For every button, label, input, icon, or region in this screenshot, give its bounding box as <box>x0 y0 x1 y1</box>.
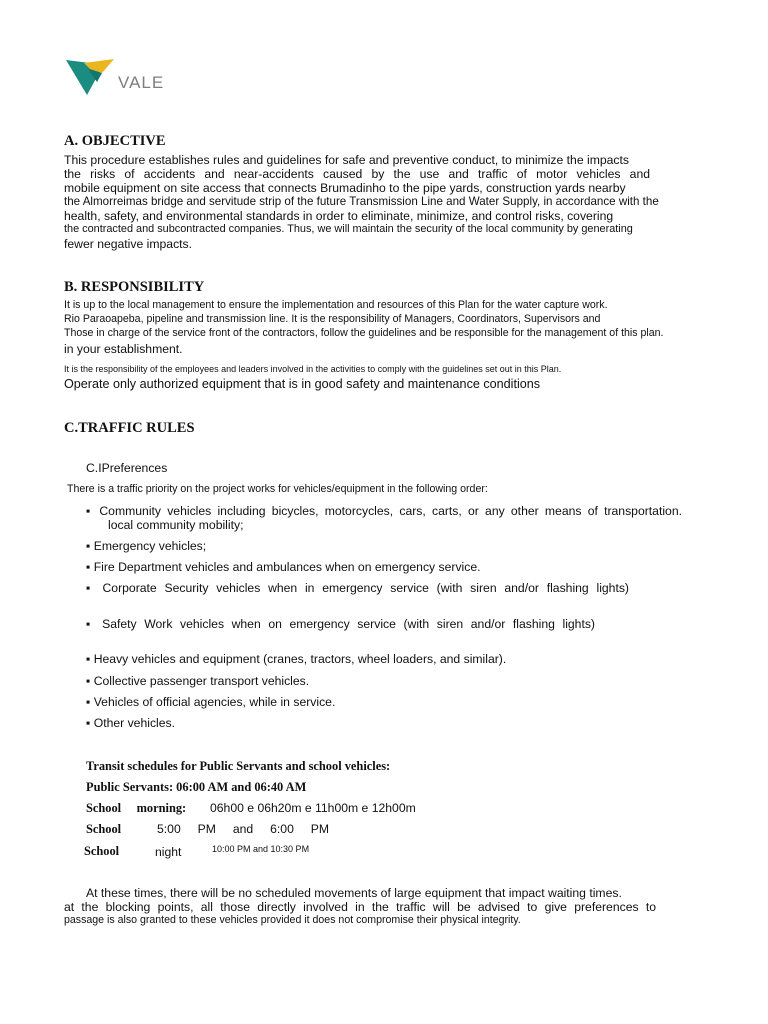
section-b-line: Operate only authorized equipment that is in good safety and maintenance conditions <box>64 377 541 391</box>
list-item: ▪ Emergency vehicles; <box>86 539 207 553</box>
section-c-heading: C.TRAFFIC RULES <box>64 420 195 436</box>
section-a-line: This procedure establishes rules and guidelines for safe and preventive conduct, to minimize the impacts <box>64 153 629 167</box>
vale-logo-mark <box>66 57 116 97</box>
list-item: ▪ Other vehicles. <box>86 716 176 730</box>
section-b-line: It is the responsibility of the employees and leaders involved in the activities to comply with the guidelines set out in this Plan. <box>64 364 562 374</box>
section-a-line: the Almorreimas bridge and servitude strip of the future Transmission Line and Water Supply, in accordance with the <box>64 195 659 208</box>
schedule-title: Transit schedules for Public Servants and school vehicles: <box>86 759 391 773</box>
schedule-morning-times: 06h00 e 06h20m e 11h00m e 12h00m <box>210 801 416 815</box>
section-a-heading: A. OBJECTIVE <box>64 133 166 149</box>
closing-line: passage is also granted to these vehicles provided it does not compromise their physical integrity. <box>64 914 521 926</box>
section-a-line: mobile equipment on site access that connects Brumadinho to the pipe yards, construction yards nearby <box>64 181 626 195</box>
closing-line: At these times, there will be no scheduled movements of large equipment that impact waiting times. <box>86 886 622 900</box>
list-item: ▪ Community vehicles including bicycles, motorcycles, cars, carts, or any other means of transportation. <box>86 504 682 518</box>
schedule-afternoon-label: School <box>86 822 122 836</box>
section-b-heading: B. RESPONSIBILITY <box>64 279 205 295</box>
vale-logo <box>66 57 176 99</box>
section-a-line: fewer negative impacts. <box>64 237 193 251</box>
schedule-night-word: night <box>155 845 182 859</box>
schedule-morning-label: School morning: <box>86 801 187 815</box>
list-item: ▪ Safety Work vehicles when on emergency service (with siren and/or flashing lights) <box>86 617 595 631</box>
section-c-subheading: C.IPreferences <box>86 461 168 475</box>
section-a-line: the contracted and subcontracted companies. Thus, we will maintain the security of the local community by generating <box>64 223 633 235</box>
schedule-afternoon-times: 5:00 PM and 6:00 PM <box>157 822 330 836</box>
vale-logo-text: VALE <box>118 73 165 92</box>
schedule-night-label: School <box>84 844 120 858</box>
list-item: ▪ Collective passenger transport vehicles. <box>86 674 310 688</box>
section-a-line: the risks of accidents and near-accidents caused by the use and traffic of motor vehicles and <box>64 167 650 181</box>
list-item-continuation: local community mobility; <box>108 518 244 532</box>
schedule-night-times: 10:00 PM and 10:30 PM <box>212 844 310 854</box>
list-item: ▪ Heavy vehicles and equipment (cranes, tractors, wheel loaders, and similar). <box>86 652 507 666</box>
section-b-line: Those in charge of the service front of the contractors, follow the guidelines and be responsible for the management of this plan. <box>64 327 664 339</box>
closing-line: at the blocking points, all those directly involved in the traffic will be advised to give preferences to <box>64 900 656 914</box>
section-c-intro: There is a traffic priority on the project works for vehicles/equipment in the following order: <box>67 483 488 495</box>
list-item: ▪ Vehicles of official agencies, while in service. <box>86 695 336 709</box>
section-b-line: It is up to the local management to ensure the implementation and resources of this Plan for the water capture work. <box>64 299 608 311</box>
schedule-public-servants: Public Servants: 06:00 AM and 06:40 AM <box>86 780 307 794</box>
section-b-line: Rio Paraoapeba, pipeline and transmission line. It is the responsibility of Managers, Coordinators, Supervisors and <box>64 313 601 325</box>
list-item: ▪ Fire Department vehicles and ambulances when on emergency service. <box>86 560 481 574</box>
list-item: ▪ Corporate Security vehicles when in emergency service (with siren and/or flashing lights) <box>86 581 629 595</box>
section-a-line: health, safety, and environmental standards in order to eliminate, minimize, and control risks, covering <box>64 209 614 223</box>
section-b-line: in your establishment. <box>64 342 183 356</box>
